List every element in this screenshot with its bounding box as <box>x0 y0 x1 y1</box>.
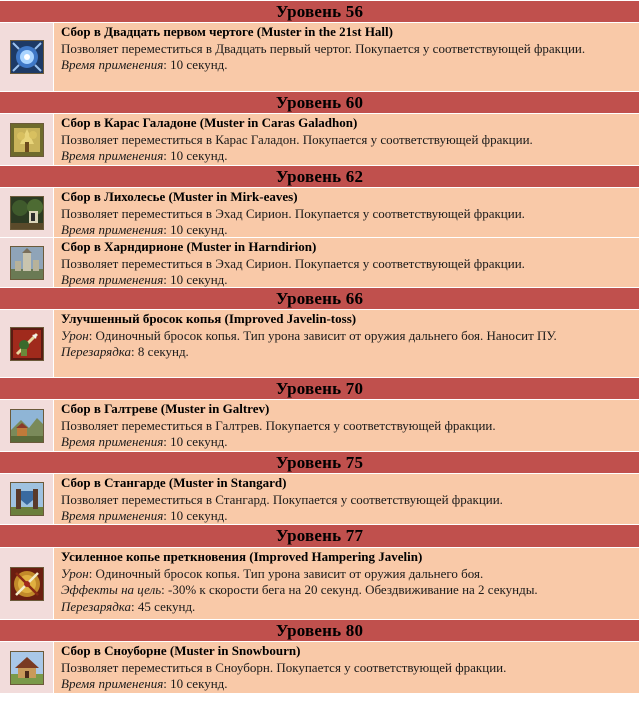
skill-title: Сбор в Двадцать первом чертоге (Muster in the 21st Hall) <box>61 24 393 39</box>
hall-muster-icon <box>10 40 44 74</box>
detail-label: Эффекты на цель <box>61 582 162 597</box>
detail-label: Перезарядка <box>61 598 132 614</box>
detail-text: Позволяет переместиться в Карас Галадон. Покупается у соответствующей фракции. <box>61 131 533 147</box>
detail-label: Время применения <box>61 676 164 691</box>
detail-text: : 10 секунд. <box>163 57 228 72</box>
skill-row <box>0 188 639 238</box>
skill-row <box>0 23 639 92</box>
skill-icon-cell <box>0 474 54 524</box>
skill-title: Сбор в Карас Галадоне (Muster in Caras Galadhon) <box>61 115 358 130</box>
skill-row <box>0 400 639 452</box>
detail-text: Позволяет переместиться в Галтрев. Покупается у соответствующей фракции. <box>61 417 496 433</box>
level-header: Уровень 66 <box>0 288 639 310</box>
detail-text: Позволяет переместиться в Стангард. Покупается у соответствующей фракции. <box>61 491 503 507</box>
skill-description <box>54 310 639 377</box>
skill-detail-line <box>61 599 633 616</box>
skill-title: Сбор в Сноуборне (Muster in Snowbourn) <box>61 643 301 658</box>
skill-detail-line <box>61 328 633 345</box>
detail-text: : Одиночный бросок копья. Тип урона зависит от оружия дальнего боя. <box>88 565 484 581</box>
detail-text: : 10 секунд. <box>163 676 228 691</box>
skill-row <box>0 310 639 378</box>
level-header: Уровень 60 <box>0 92 639 114</box>
skill-icon-cell <box>0 23 54 91</box>
level-header: Уровень 75 <box>0 452 639 474</box>
detail-label: Время применения <box>61 148 164 163</box>
detail-text: Позволяет переместиться в Сноуборн. Покупается у соответствующей фракции. <box>61 659 507 675</box>
skill-detail-line <box>61 418 633 435</box>
skill-icon-cell <box>0 238 54 287</box>
skill-title: Сбор в Лихолесье (Muster in Mirk-eaves) <box>61 189 298 204</box>
level-header: Уровень 77 <box>0 525 639 548</box>
javelin-toss-icon <box>10 327 44 361</box>
skill-detail-line <box>61 206 633 223</box>
skill-title: Усиленное копье преткновения (Improved Hampering Javelin) <box>61 549 423 564</box>
skill-row <box>0 642 639 694</box>
skill-row <box>0 548 639 620</box>
skill-detail-line <box>61 222 633 239</box>
skill-title: Сбор в Харндирионе (Muster in Harndirion) <box>61 239 317 254</box>
skill-detail-line <box>61 41 633 58</box>
skill-detail-line <box>61 132 633 149</box>
detail-text: : 10 секунд. <box>163 148 228 163</box>
galtrev-icon <box>10 409 44 443</box>
detail-text: Позволяет переместиться в Двадцать первый чертог. Покупается у соответствующей фракции. <box>61 40 586 56</box>
detail-text: Позволяет переместиться в Эхад Сирион. Покупается у соответствующей фракции. <box>61 205 525 221</box>
level-header: Уровень 70 <box>0 378 639 400</box>
skill-icon-cell <box>0 114 54 165</box>
detail-text: : Одиночный бросок копья. Тип урона зависит от оружия дальнего боя. Наносит ПУ. <box>88 327 557 343</box>
detail-text: : 8 секунд. <box>131 344 189 359</box>
detail-text: Позволяет переместиться в Эхад Сирион. Покупается у соответствующей фракции. <box>61 255 525 271</box>
skill-description <box>54 642 639 693</box>
skill-detail-line <box>61 256 633 273</box>
detail-label: Время применения <box>61 272 164 287</box>
skill-description <box>54 238 639 287</box>
detail-label: Время применения <box>61 434 164 449</box>
detail-text: : 10 секунд. <box>163 434 228 449</box>
skill-description <box>54 400 639 451</box>
skill-icon-cell <box>0 642 54 693</box>
detail-label: Время применения <box>61 57 164 72</box>
skill-detail-line <box>61 434 633 451</box>
skill-icon-cell <box>0 548 54 619</box>
detail-label: Время применения <box>61 222 164 237</box>
skill-detail-line <box>61 492 633 509</box>
detail-label: Урон <box>61 565 89 581</box>
skill-description <box>54 474 639 524</box>
level-header: Уровень 80 <box>0 620 639 642</box>
skill-description <box>54 188 639 237</box>
skill-detail-line <box>61 566 633 583</box>
skill-detail-line <box>61 660 633 677</box>
skill-detail-line <box>61 57 633 74</box>
harndirion-icon <box>10 246 44 280</box>
skill-title: Улучшенный бросок копья (Improved Javelin-toss) <box>61 311 357 326</box>
level-header: Уровень 62 <box>0 166 639 188</box>
stangard-icon <box>10 482 44 516</box>
detail-text: : -30% к скорости бега на 20 секунд. Обездвиживание на 2 секунды. <box>161 582 538 597</box>
skill-row <box>0 114 639 166</box>
skill-description <box>54 548 639 619</box>
skill-row <box>0 238 639 288</box>
detail-label: Время применения <box>61 508 164 523</box>
skill-detail-line <box>61 148 633 165</box>
detail-text: : 10 секунд. <box>163 222 228 237</box>
detail-label: Урон <box>61 327 89 343</box>
detail-label: Перезарядка <box>61 344 132 359</box>
skill-title: Сбор в Галтреве (Muster in Galtrev) <box>61 401 270 416</box>
skill-detail-line <box>61 344 633 361</box>
snowbourn-icon <box>10 651 44 685</box>
detail-text: : 10 секунд. <box>163 272 228 287</box>
skill-icon-cell <box>0 310 54 377</box>
detail-text: : 45 секунд. <box>131 598 196 614</box>
skill-icon-cell <box>0 400 54 451</box>
mirk-eaves-icon <box>10 196 44 230</box>
level-header: Уровень 56 <box>0 1 639 23</box>
skill-detail-line <box>61 582 633 599</box>
caras-galadhon-icon <box>10 123 44 157</box>
skill-description <box>54 114 639 165</box>
skill-row <box>0 474 639 525</box>
skill-detail-line <box>61 508 633 525</box>
skill-icon-cell <box>0 188 54 237</box>
skill-detail-line <box>61 676 633 693</box>
skill-description <box>54 23 639 91</box>
skill-title: Сбор в Стангарде (Muster in Stangard) <box>61 475 287 490</box>
hampering-javelin-icon <box>10 567 44 601</box>
skill-detail-line <box>61 272 633 289</box>
detail-text: : 10 секунд. <box>163 508 228 523</box>
